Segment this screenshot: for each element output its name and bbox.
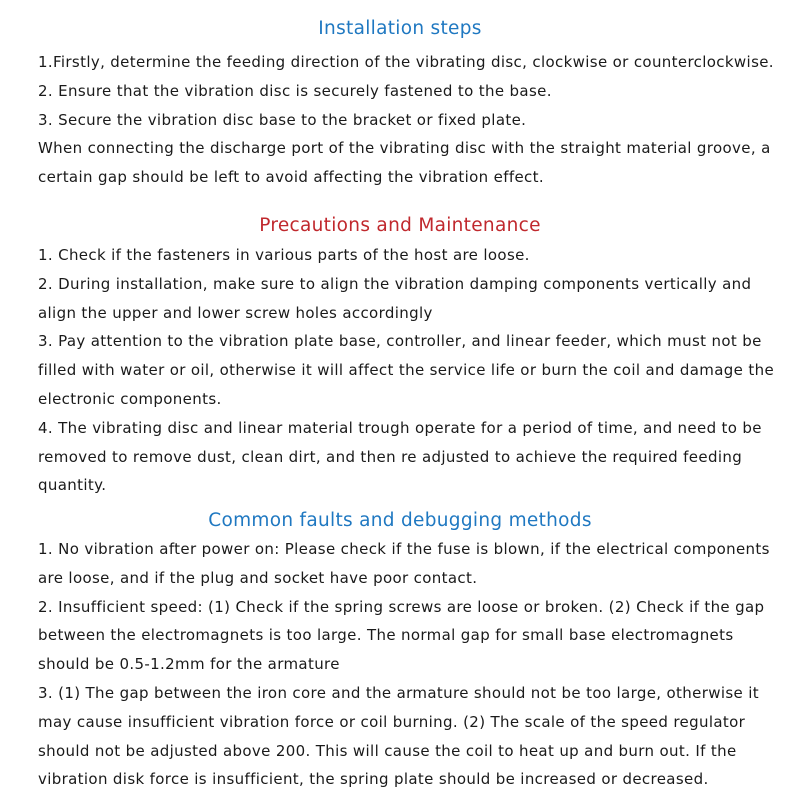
precautions-list — [38, 241, 778, 500]
faults-list — [38, 535, 778, 794]
precaution-item-2: 2. During installation, make sure to align the vibration damping components vertically and align the upper and lower screw holes accordingly — [38, 274, 752, 322]
installation-step-2: 2. Ensure that the vibration disc is securely fastened to the base. — [38, 81, 552, 100]
precaution-item-3: 3. Pay attention to the vibration plate base, controller, and linear feeder, which must not be filled with water or oil, otherwise it will affect the service life or burn the coil and damage the electronic components. — [38, 332, 775, 408]
precautions-heading: Precautions and Maintenance — [259, 215, 541, 236]
fault-item-2: 2. Insufficient speed: (1) Check if the spring screws are loose or broken. (2) Check if the gap between the electromagnets is too large. The normal gap for small base electromagnets should be 0.5-1.2mm for the armature — [38, 597, 765, 674]
precaution-item-4: 4. The vibrating disc and linear material trough operate for a period of time, and need to be removed to remove dust, clean dirt, and then re adjusted to achieve the required feeding quantity. — [38, 418, 762, 495]
installation-heading: Installation steps — [318, 18, 482, 39]
fault-item-1: 1. No vibration after power on: Please check if the fuse is blown, if the electrical components are loose, and if the plug and socket have poor contact. — [38, 540, 770, 587]
installation-steps-list — [38, 48, 778, 192]
faults-heading: Common faults and debugging methods — [208, 510, 592, 531]
fault-item-3: 3. (1) The gap between the iron core and the armature should not be too large, otherwise it may cause insufficient vibration force or coil burning. (2) The scale of the speed regulator should not be adjusted above 200. This will cause the coil to heat up and burn out. If the vibration disk force is insufficient, the spring plate should be increased or decreased. — [38, 683, 759, 789]
precaution-item-1: 1. Check if the fasteners in various parts of the host are loose. — [38, 246, 530, 264]
installation-step-3: 3. Secure the vibration disc base to the bracket or fixed plate. — [38, 110, 527, 129]
installation-step-1: 1.Firstly, determine the feeding direction of the vibrating disc, clockwise or counterclockwise. — [38, 53, 774, 71]
installation-note: When connecting the discharge port of the vibrating disc with the straight material groove, a certain gap should be left to avoid affecting the vibration effect. — [38, 139, 771, 187]
